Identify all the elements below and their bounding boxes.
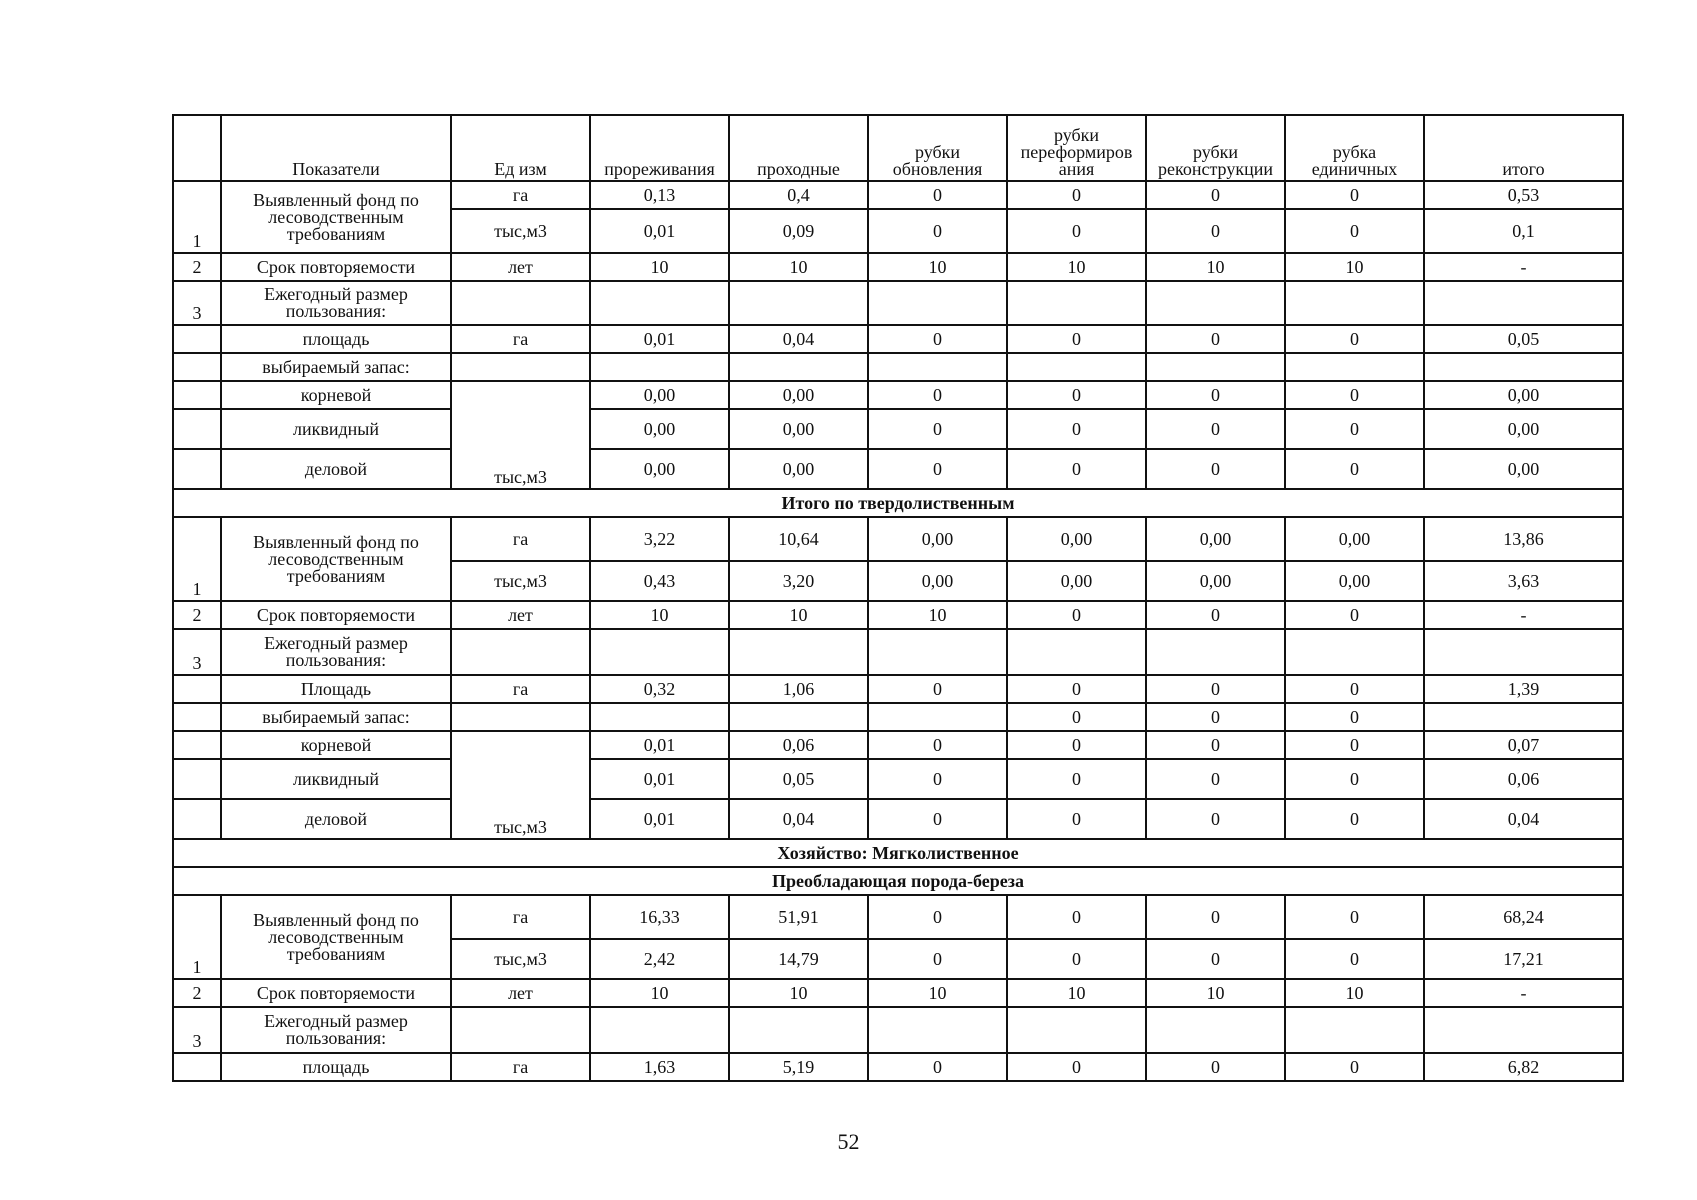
value-cell: 1,39 <box>1424 675 1623 703</box>
value-cell: 0 <box>1285 895 1424 939</box>
unit-cell: тыс,м3 <box>451 561 590 601</box>
empty-cell <box>451 629 590 675</box>
row-number <box>173 675 221 703</box>
indicator-label: Срок повторяемости <box>221 601 451 629</box>
value-cell: 10 <box>1007 253 1146 281</box>
value-cell: 0,06 <box>1424 759 1623 799</box>
unit-cell: лет <box>451 979 590 1007</box>
unit-cell: тыс,м3 <box>451 731 590 839</box>
value-cell: 0,01 <box>590 325 729 353</box>
table-row <box>173 839 1623 867</box>
value-cell: 68,24 <box>1424 895 1623 939</box>
empty-cell <box>1146 281 1285 325</box>
value-cell: 0,05 <box>1424 325 1623 353</box>
row-number: 3 <box>173 1007 221 1053</box>
value-cell: 10 <box>729 253 868 281</box>
value-cell: 0 <box>1146 409 1285 449</box>
indicator-label: Выявленный фонд по лесоводственным требованиям <box>221 181 451 253</box>
value-cell: 0,00 <box>868 561 1007 601</box>
value-cell: 0,00 <box>729 381 868 409</box>
value-cell <box>868 703 1007 731</box>
header-num <box>173 115 221 181</box>
value-cell: 0,00 <box>590 381 729 409</box>
value-cell: 0,4 <box>729 181 868 209</box>
value-cell: 0 <box>1146 325 1285 353</box>
empty-cell <box>590 1007 729 1053</box>
empty-cell <box>1007 1007 1146 1053</box>
row-number <box>173 449 221 489</box>
row-number <box>173 353 221 381</box>
empty-cell <box>590 629 729 675</box>
row-number <box>173 381 221 409</box>
value-cell: 0 <box>1007 1053 1146 1081</box>
value-cell: - <box>1424 253 1623 281</box>
value-cell: 0 <box>868 939 1007 979</box>
indicator-label: Ежегодный размер пользования: <box>221 281 451 325</box>
value-cell: 0,07 <box>1424 731 1623 759</box>
value-cell: 0,1 <box>1424 209 1623 253</box>
table-row <box>173 675 1623 703</box>
row-number: 1 <box>173 517 221 601</box>
row-number: 2 <box>173 979 221 1007</box>
value-cell: 10 <box>1146 253 1285 281</box>
value-cell: 0 <box>1007 325 1146 353</box>
empty-cell <box>729 629 868 675</box>
value-cell: 0 <box>868 731 1007 759</box>
value-cell: 0 <box>1007 381 1146 409</box>
value-cell: 0,05 <box>729 759 868 799</box>
empty-cell <box>1285 281 1424 325</box>
empty-cell <box>868 1007 1007 1053</box>
value-cell: 0,01 <box>590 209 729 253</box>
header-passage: проходные <box>729 115 868 181</box>
header-row <box>173 115 1623 181</box>
value-cell: 0 <box>1146 799 1285 839</box>
value-cell: 3,63 <box>1424 561 1623 601</box>
indicator-label: Ежегодный размер пользования: <box>221 629 451 675</box>
value-cell: 10 <box>1285 979 1424 1007</box>
value-cell: 0 <box>1285 325 1424 353</box>
unit-cell: га <box>451 325 590 353</box>
empty-cell <box>1424 629 1623 675</box>
value-cell: 0 <box>1285 601 1424 629</box>
value-cell: 0 <box>1146 449 1285 489</box>
value-cell: 10,64 <box>729 517 868 561</box>
value-cell: 0,01 <box>590 799 729 839</box>
indicator-label: Площадь <box>221 675 451 703</box>
header-total: итого <box>1424 115 1623 181</box>
empty-cell <box>1146 1007 1285 1053</box>
empty-cell <box>590 281 729 325</box>
value-cell: 0 <box>1146 1053 1285 1081</box>
value-cell: - <box>1424 601 1623 629</box>
value-cell: 0 <box>1007 939 1146 979</box>
value-cell: 0 <box>1285 799 1424 839</box>
value-cell: 0 <box>1285 759 1424 799</box>
value-cell: 0,53 <box>1424 181 1623 209</box>
value-cell: 0,13 <box>590 181 729 209</box>
table-row <box>173 381 1623 409</box>
table-row <box>173 731 1623 759</box>
table-row <box>173 353 1623 381</box>
empty-cell <box>1285 1007 1424 1053</box>
value-cell: 0 <box>1146 759 1285 799</box>
value-cell: 5,19 <box>729 1053 868 1081</box>
unit-cell: тыс,м3 <box>451 209 590 253</box>
value-cell: 0 <box>868 675 1007 703</box>
value-cell: 17,21 <box>1424 939 1623 979</box>
row-number <box>173 325 221 353</box>
unit-cell: лет <box>451 253 590 281</box>
empty-cell <box>1146 629 1285 675</box>
row-number: 2 <box>173 253 221 281</box>
row-number: 3 <box>173 281 221 325</box>
value-cell <box>729 703 868 731</box>
section-heading: Преобладающая порода-береза <box>173 867 1623 895</box>
value-cell: 0 <box>1146 895 1285 939</box>
forestry-table <box>172 114 1624 1082</box>
value-cell: 16,33 <box>590 895 729 939</box>
empty-cell <box>868 281 1007 325</box>
value-cell: 3,22 <box>590 517 729 561</box>
empty-cell <box>451 281 590 325</box>
empty-cell <box>1424 353 1623 381</box>
table-row <box>173 253 1623 281</box>
indicator-label: площадь <box>221 1053 451 1081</box>
value-cell: 10 <box>1007 979 1146 1007</box>
empty-cell <box>1007 353 1146 381</box>
indicator-label: выбираемый запас: <box>221 703 451 731</box>
value-cell: 0,04 <box>729 325 868 353</box>
row-number <box>173 799 221 839</box>
value-cell: 0 <box>1285 409 1424 449</box>
table-row <box>173 799 1623 839</box>
value-cell: 0 <box>1007 759 1146 799</box>
value-cell: 6,82 <box>1424 1053 1623 1081</box>
value-cell: 10 <box>868 601 1007 629</box>
value-cell: 2,42 <box>590 939 729 979</box>
header-single: рубка единичных <box>1285 115 1424 181</box>
table-row <box>173 517 1623 561</box>
table-row <box>173 1053 1623 1081</box>
value-cell: 0 <box>868 381 1007 409</box>
value-cell: 0 <box>868 409 1007 449</box>
unit-cell: га <box>451 181 590 209</box>
header-reconstruction: рубки реконструкции <box>1146 115 1285 181</box>
header-thinning: прореживания <box>590 115 729 181</box>
value-cell <box>1424 703 1623 731</box>
empty-cell <box>729 1007 868 1053</box>
value-cell: 0,00 <box>1285 517 1424 561</box>
value-cell: 0 <box>1146 675 1285 703</box>
value-cell: 0 <box>868 449 1007 489</box>
value-cell: 0 <box>1007 799 1146 839</box>
value-cell: - <box>1424 979 1623 1007</box>
value-cell: 0,04 <box>1424 799 1623 839</box>
indicator-label: корневой <box>221 731 451 759</box>
value-cell: 0 <box>868 325 1007 353</box>
value-cell: 10 <box>868 253 1007 281</box>
value-cell: 0 <box>868 799 1007 839</box>
empty-cell <box>1424 281 1623 325</box>
value-cell: 0 <box>1146 181 1285 209</box>
indicator-label: Срок повторяемости <box>221 979 451 1007</box>
value-cell: 0 <box>1007 409 1146 449</box>
empty-cell <box>451 353 590 381</box>
value-cell: 0,01 <box>590 759 729 799</box>
table-row <box>173 449 1623 489</box>
value-cell: 0 <box>1285 731 1424 759</box>
table-row <box>173 629 1623 675</box>
value-cell: 10 <box>590 253 729 281</box>
value-cell: 0 <box>1285 181 1424 209</box>
value-cell: 0,00 <box>1146 517 1285 561</box>
value-cell: 0,00 <box>1285 561 1424 601</box>
value-cell: 0 <box>868 209 1007 253</box>
table-row <box>173 979 1623 1007</box>
value-cell: 0 <box>1285 675 1424 703</box>
indicator-label: площадь <box>221 325 451 353</box>
table-row <box>173 1007 1623 1053</box>
value-cell: 0 <box>1007 209 1146 253</box>
empty-cell <box>1007 629 1146 675</box>
empty-cell <box>1285 353 1424 381</box>
table-body <box>173 115 1623 1081</box>
value-cell: 0,00 <box>1424 381 1623 409</box>
empty-cell <box>1285 629 1424 675</box>
value-cell: 0 <box>868 181 1007 209</box>
value-cell: 0 <box>1007 601 1146 629</box>
header-unit: Ед изм <box>451 115 590 181</box>
indicator-label: выбираемый запас: <box>221 353 451 381</box>
unit-cell: га <box>451 1053 590 1081</box>
unit-cell: тыс,м3 <box>451 381 590 489</box>
row-number <box>173 409 221 449</box>
unit-cell: га <box>451 895 590 939</box>
value-cell: 0,00 <box>1007 517 1146 561</box>
value-cell: 0 <box>1007 895 1146 939</box>
row-number <box>173 759 221 799</box>
unit-cell: тыс,м3 <box>451 939 590 979</box>
value-cell: 0,32 <box>590 675 729 703</box>
value-cell: 0,04 <box>729 799 868 839</box>
value-cell: 10 <box>868 979 1007 1007</box>
value-cell: 0,00 <box>1424 409 1623 449</box>
value-cell: 0,00 <box>1424 449 1623 489</box>
indicator-label: Выявленный фонд по лесоводственным требованиям <box>221 895 451 979</box>
value-cell: 0 <box>1146 731 1285 759</box>
value-cell: 1,06 <box>729 675 868 703</box>
value-cell: 13,86 <box>1424 517 1623 561</box>
empty-cell <box>451 1007 590 1053</box>
row-number: 1 <box>173 895 221 979</box>
value-cell: 0,00 <box>1007 561 1146 601</box>
row-number: 3 <box>173 629 221 675</box>
value-cell: 10 <box>729 979 868 1007</box>
row-number: 1 <box>173 181 221 253</box>
section-heading: Хозяйство: Мягколиственное <box>173 839 1623 867</box>
value-cell: 10 <box>1146 979 1285 1007</box>
header-renewal: рубки обновления <box>868 115 1007 181</box>
indicator-label: деловой <box>221 799 451 839</box>
value-cell: 10 <box>1285 253 1424 281</box>
row-number <box>173 1053 221 1081</box>
empty-cell <box>1424 1007 1623 1053</box>
header-reformation: рубки переформиров ания <box>1007 115 1146 181</box>
value-cell: 10 <box>729 601 868 629</box>
unit-cell: га <box>451 517 590 561</box>
value-cell: 0,43 <box>590 561 729 601</box>
value-cell: 0,06 <box>729 731 868 759</box>
value-cell: 0 <box>1285 449 1424 489</box>
value-cell: 0 <box>1285 381 1424 409</box>
value-cell: 0 <box>1007 449 1146 489</box>
indicator-label: Ежегодный размер пользования: <box>221 1007 451 1053</box>
value-cell: 10 <box>590 979 729 1007</box>
value-cell: 0 <box>1007 703 1146 731</box>
value-cell: 0,00 <box>590 409 729 449</box>
value-cell: 0,00 <box>729 409 868 449</box>
value-cell: 0 <box>1007 181 1146 209</box>
empty-cell <box>729 353 868 381</box>
header-indicator: Показатели <box>221 115 451 181</box>
table-row <box>173 409 1623 449</box>
indicator-label: корневой <box>221 381 451 409</box>
indicator-label: Выявленный фонд по лесоводственным требованиям <box>221 517 451 601</box>
value-cell: 0 <box>1285 703 1424 731</box>
value-cell: 0 <box>868 759 1007 799</box>
value-cell: 0,09 <box>729 209 868 253</box>
indicator-label: ликвидный <box>221 409 451 449</box>
table-row <box>173 703 1623 731</box>
section-heading: Итого по твердолиственным <box>173 489 1623 517</box>
indicator-label: ликвидный <box>221 759 451 799</box>
table-row <box>173 325 1623 353</box>
indicator-label: деловой <box>221 449 451 489</box>
empty-cell <box>1007 281 1146 325</box>
table-row <box>173 489 1623 517</box>
value-cell: 0 <box>1146 209 1285 253</box>
table-row <box>173 181 1623 209</box>
value-cell: 0 <box>1146 939 1285 979</box>
value-cell: 0 <box>1285 939 1424 979</box>
empty-cell <box>451 703 590 731</box>
empty-cell <box>1146 353 1285 381</box>
table-row <box>173 867 1623 895</box>
unit-cell: га <box>451 675 590 703</box>
value-cell: 51,91 <box>729 895 868 939</box>
value-cell: 0,00 <box>1146 561 1285 601</box>
empty-cell <box>590 353 729 381</box>
table-row <box>173 895 1623 939</box>
value-cell: 0 <box>1146 381 1285 409</box>
page-number: 52 <box>837 1129 860 1154</box>
value-cell: 0,00 <box>590 449 729 489</box>
value-cell: 14,79 <box>729 939 868 979</box>
value-cell: 1,63 <box>590 1053 729 1081</box>
value-cell: 0 <box>868 1053 1007 1081</box>
empty-cell <box>868 353 1007 381</box>
row-number <box>173 731 221 759</box>
value-cell: 0 <box>1146 703 1285 731</box>
value-cell: 0 <box>1146 601 1285 629</box>
row-number <box>173 703 221 731</box>
table-row <box>173 281 1623 325</box>
value-cell: 0,00 <box>729 449 868 489</box>
value-cell: 0 <box>1285 209 1424 253</box>
value-cell <box>590 703 729 731</box>
value-cell: 0,01 <box>590 731 729 759</box>
unit-cell: лет <box>451 601 590 629</box>
value-cell: 10 <box>590 601 729 629</box>
table-row <box>173 759 1623 799</box>
table-row <box>173 601 1623 629</box>
value-cell: 0 <box>868 895 1007 939</box>
empty-cell <box>729 281 868 325</box>
value-cell: 0 <box>1007 731 1146 759</box>
row-number: 2 <box>173 601 221 629</box>
value-cell: 0 <box>1007 675 1146 703</box>
value-cell: 0 <box>1285 1053 1424 1081</box>
indicator-label: Срок повторяемости <box>221 253 451 281</box>
value-cell: 3,20 <box>729 561 868 601</box>
empty-cell <box>868 629 1007 675</box>
value-cell: 0,00 <box>868 517 1007 561</box>
